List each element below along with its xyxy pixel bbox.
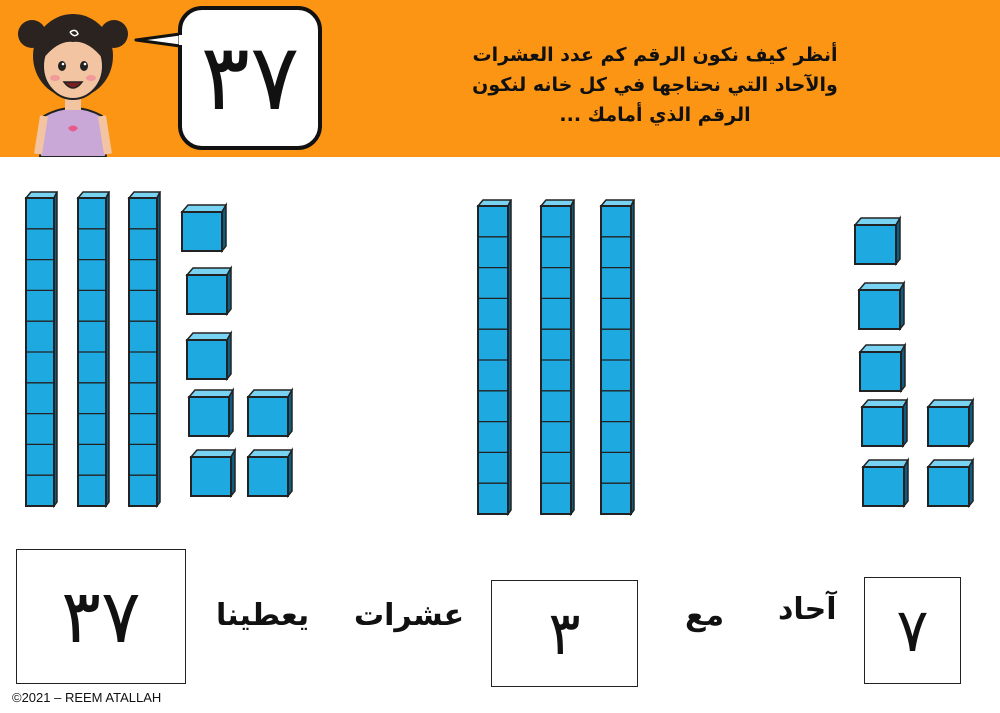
unit-cube-left-6 bbox=[191, 450, 235, 496]
result-value: ٣٧ bbox=[61, 573, 141, 660]
tens-value: ٣ bbox=[548, 598, 581, 669]
result-box bbox=[16, 549, 186, 684]
unit-cube-right-1 bbox=[855, 218, 900, 264]
with-word: مع bbox=[685, 598, 725, 633]
unit-cube-right-4 bbox=[862, 400, 907, 446]
ones-value: ٧ bbox=[896, 595, 929, 666]
unit-cube-left-2 bbox=[187, 268, 231, 314]
gives-word: يعطينا bbox=[216, 598, 310, 633]
instruction-line-2: والآحاد التي نحتاجها في كل خانه لنكون bbox=[472, 74, 838, 96]
ten-rod-middle-3 bbox=[601, 200, 634, 514]
unit-cube-left-3 bbox=[187, 333, 231, 379]
copyright-credit: ©2021 – REEM ATALLAH bbox=[12, 690, 162, 705]
ten-rod-left-3 bbox=[129, 192, 160, 506]
instruction-line-3: الرقم الذي أمامك ... bbox=[559, 104, 751, 126]
ten-rod-middle-1 bbox=[478, 200, 511, 514]
unit-cube-left-7 bbox=[248, 450, 292, 496]
ones-box bbox=[864, 577, 961, 684]
unit-cube-left-4 bbox=[189, 390, 233, 436]
ten-rod-middle-2 bbox=[541, 200, 574, 514]
tens-word: عشرات bbox=[354, 598, 465, 633]
ten-rod-left-1 bbox=[26, 192, 57, 506]
ones-word: آحاد bbox=[778, 592, 837, 627]
unit-cube-left-1 bbox=[182, 205, 226, 251]
unit-cube-right-7 bbox=[928, 460, 973, 506]
unit-cube-left-5 bbox=[248, 390, 292, 436]
tens-box bbox=[491, 580, 638, 687]
unit-cube-right-6 bbox=[863, 460, 908, 506]
instruction-line-1: أنظر كيف نكون الرقم كم عدد العشرات bbox=[472, 44, 838, 66]
unit-cube-right-3 bbox=[860, 345, 905, 391]
speech-bubble-number: ٣٧ bbox=[200, 24, 300, 131]
ten-rod-left-2 bbox=[78, 192, 109, 506]
unit-cube-right-5 bbox=[928, 400, 973, 446]
unit-cube-right-2 bbox=[859, 283, 904, 329]
